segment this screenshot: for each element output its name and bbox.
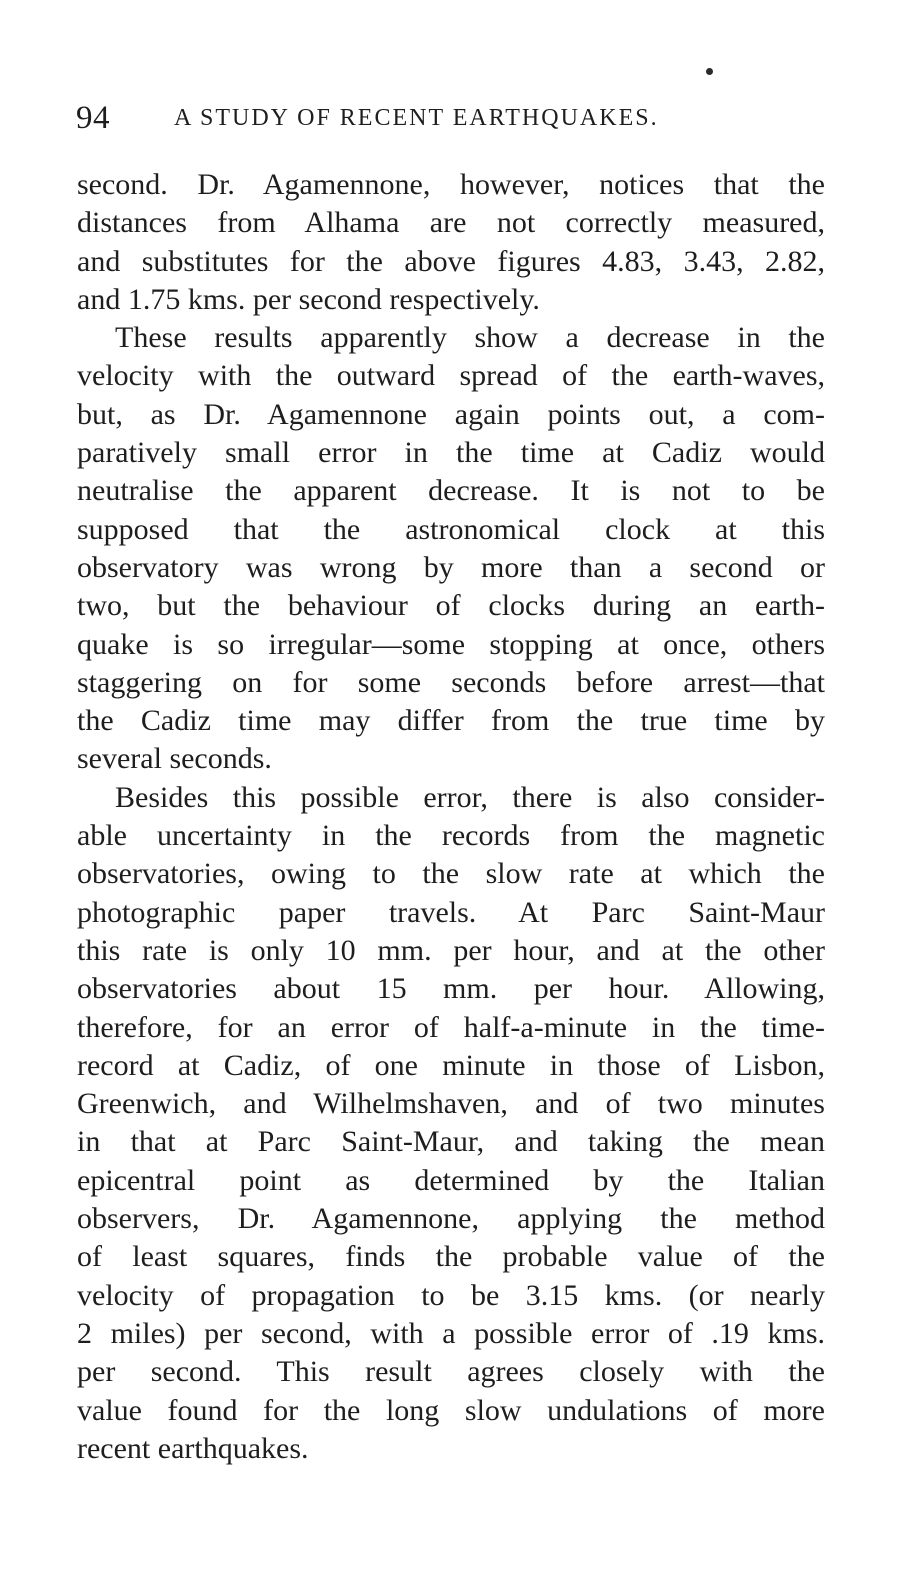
text-line: observatory was wrong by more than a second or <box>77 550 825 584</box>
text-line: record at Cadiz, of one minute in those of Lisbon, <box>77 1048 825 1082</box>
text-line: These results apparently show a decrease in the <box>115 321 825 355</box>
text-line: and 1.75 kms. per second respectively. <box>77 282 540 316</box>
text-line: velocity of propagation to be 3.15 kms. (or nearly <box>77 1278 825 1312</box>
ink-dot <box>706 68 713 75</box>
text-line: of least squares, finds the probable value of the <box>77 1240 825 1274</box>
body-text <box>77 166 825 1468</box>
text-line: therefore, for an error of half-a-minute in the time- <box>77 1010 825 1044</box>
text-line: but, as Dr. Agamennone again points out, a com- <box>77 397 825 431</box>
text-line: 2 miles) per second, with a possible error of .19 kms. <box>77 1316 825 1350</box>
text-line: the Cadiz time may differ from the true time by <box>77 704 825 738</box>
text-line: photographic paper travels. At Parc Saint-Maur <box>77 895 825 929</box>
text-line: staggering on for some seconds before arrest—that <box>77 665 825 699</box>
text-line: several seconds. <box>77 742 272 776</box>
text-line: supposed that the astronomical clock at this <box>77 512 825 546</box>
text-line: Greenwich, and Wilhelmshaven, and of two minutes <box>77 1087 825 1121</box>
text-line: two, but the behaviour of clocks during an earth- <box>77 589 825 623</box>
text-line: paratively small error in the time at Cadiz would <box>77 436 825 470</box>
text-line: observers, Dr. Agamennone, applying the method <box>77 1202 825 1236</box>
text-line: value found for the long slow undulations of more <box>77 1393 825 1427</box>
text-line: and substitutes for the above figures 4.83, 3.43, 2.82, <box>77 244 825 278</box>
text-line: epicentral point as determined by the Italian <box>77 1163 825 1197</box>
text-line: Besides this possible error, there is also consider- <box>115 780 825 814</box>
text-line: neutralise the apparent decrease. It is not to be <box>77 474 825 508</box>
text-line: per second. This result agrees closely with the <box>77 1355 825 1389</box>
running-head <box>76 98 726 138</box>
text-line: observatories about 15 mm. per hour. Allowing, <box>77 972 825 1006</box>
text-line: able uncertainty in the records from the magnetic <box>77 819 825 853</box>
text-line: distances from Alhama are not correctly measured, <box>77 206 825 240</box>
text-line: recent earthquakes. <box>77 1431 309 1465</box>
text-line: observatories, owing to the slow rate at which the <box>77 857 825 891</box>
running-title: A STUDY OF RECENT EARTHQUAKES. <box>174 105 659 131</box>
text-line: this rate is only 10 mm. per hour, and at the other <box>77 933 825 967</box>
text-line: quake is so irregular—some stopping at once, others <box>77 627 825 661</box>
text-line: second. Dr. Agamennone, however, notices that the <box>77 168 825 201</box>
page-number: 94 <box>76 100 110 136</box>
text-line: velocity with the outward spread of the earth-waves, <box>77 359 825 393</box>
text-line: in that at Parc Saint-Maur, and taking the mean <box>77 1125 825 1159</box>
